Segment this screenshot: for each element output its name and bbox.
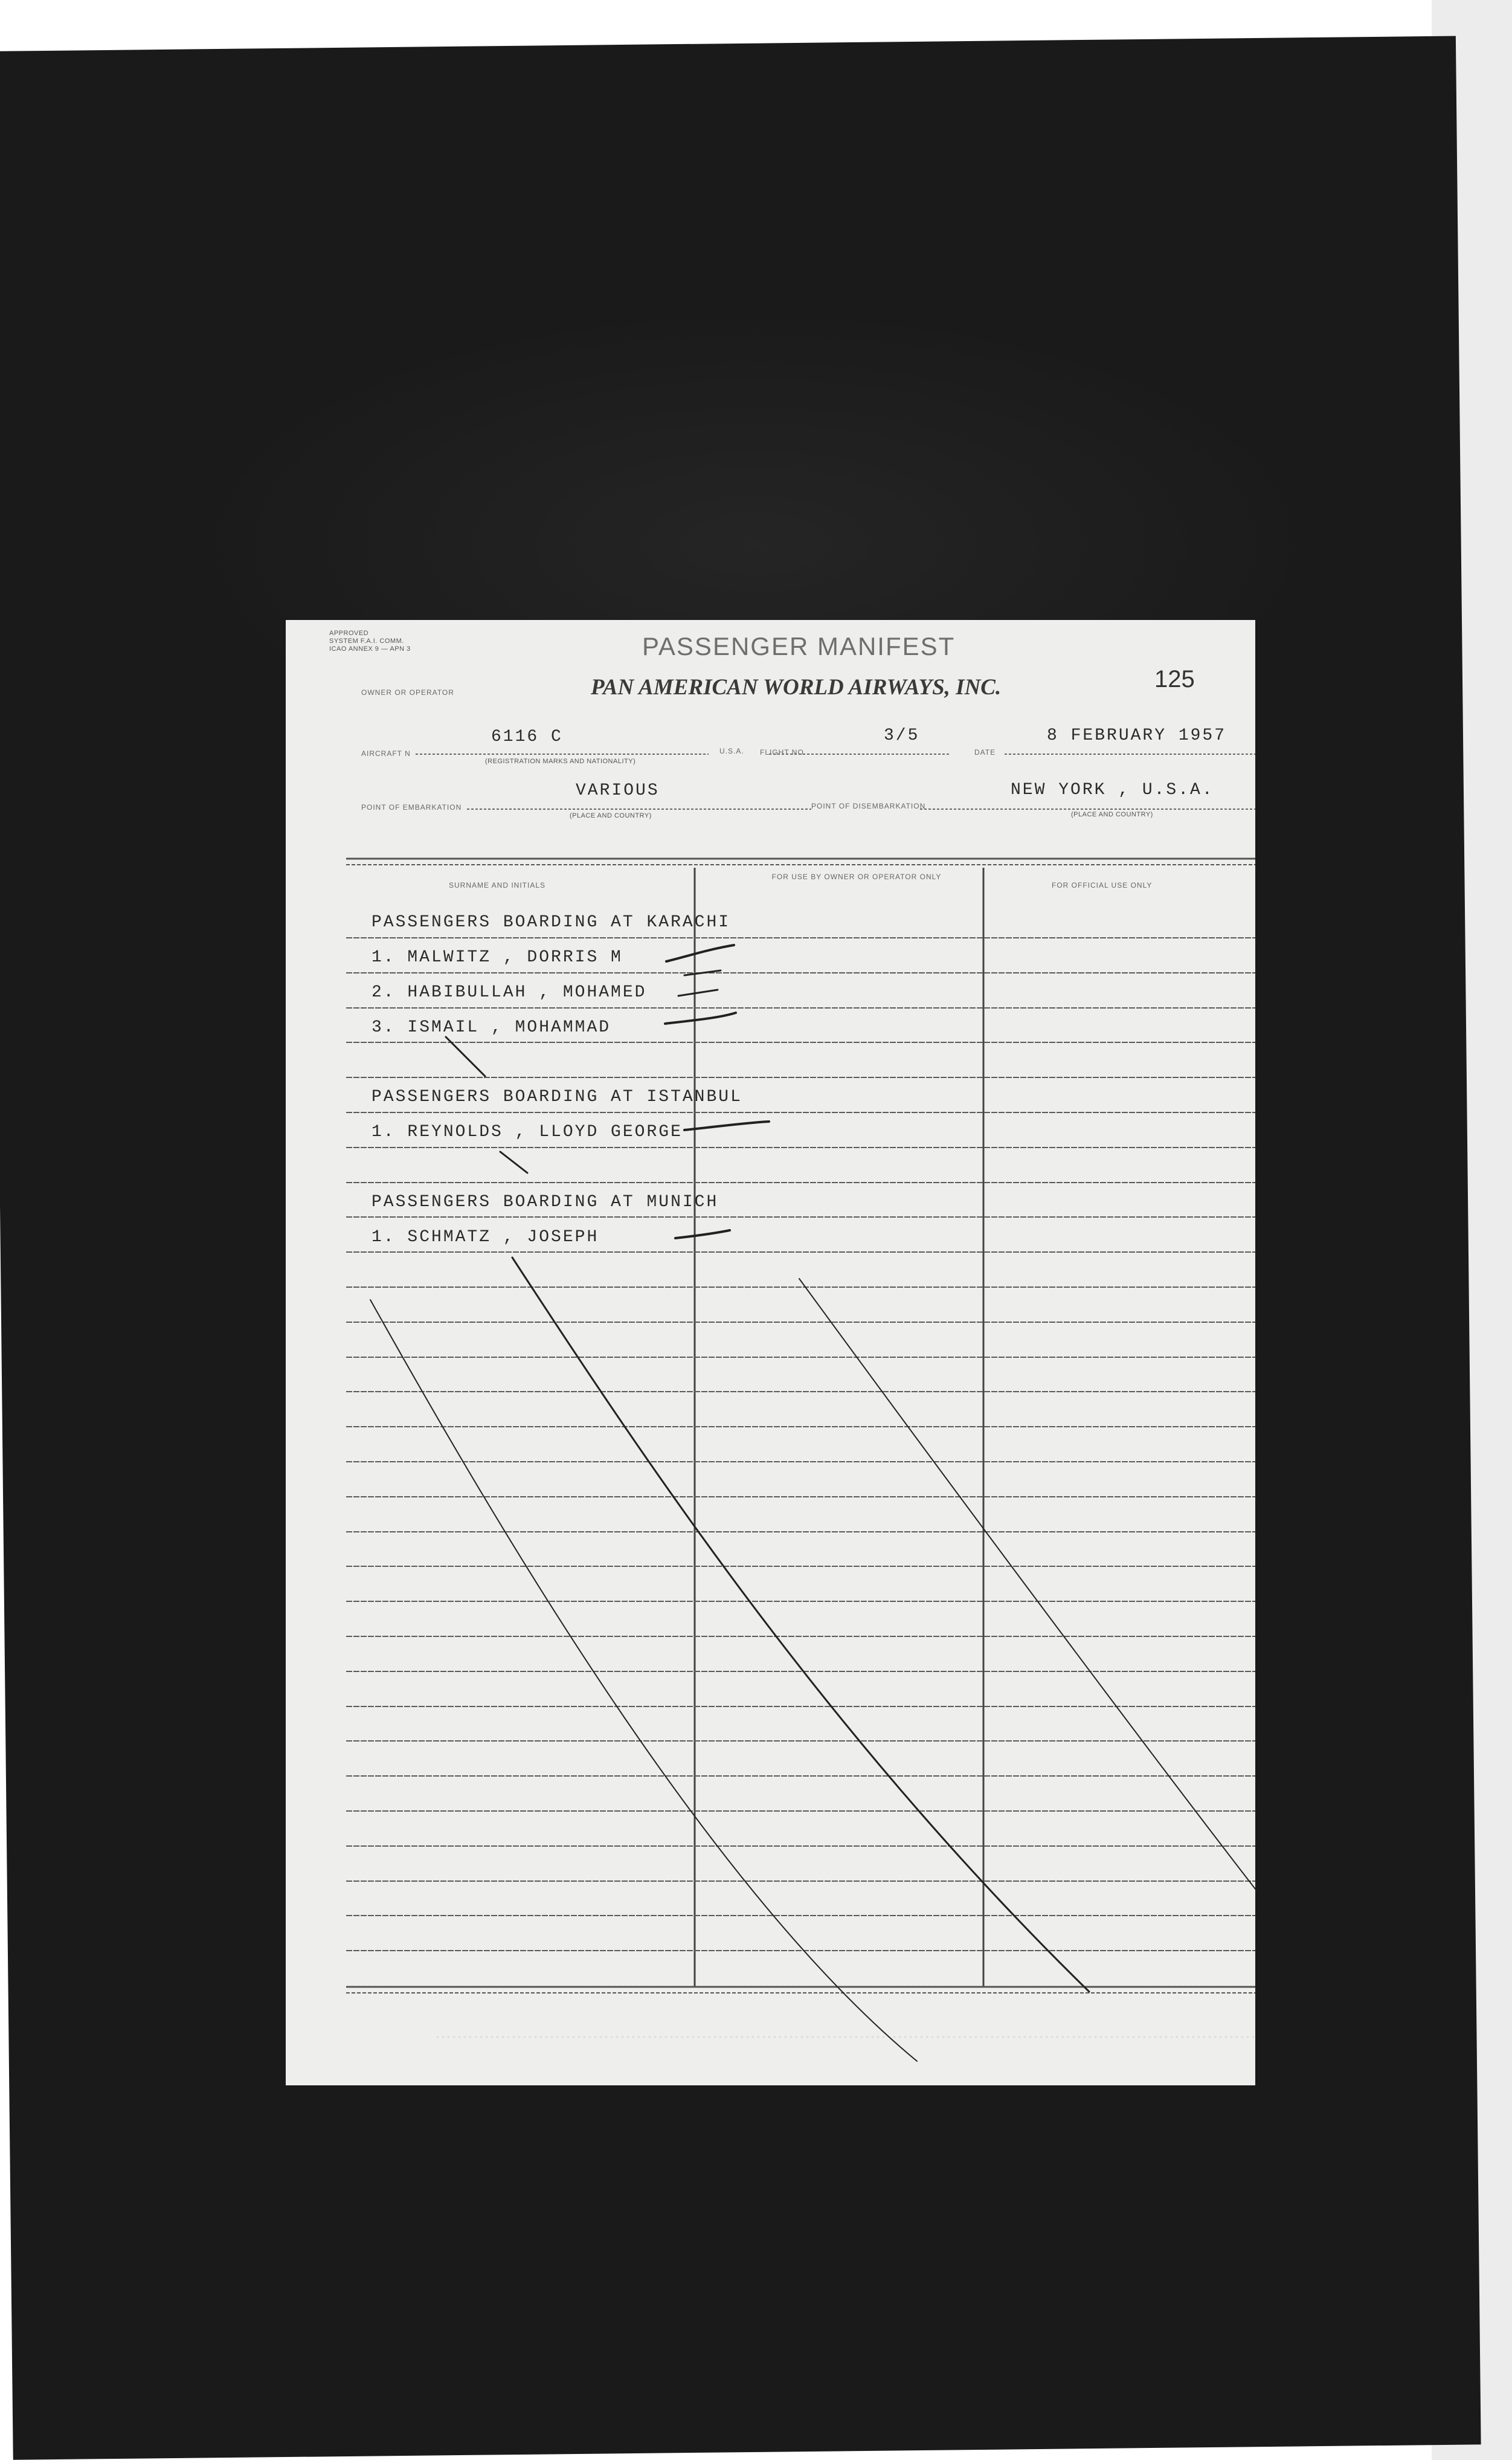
embarkation-value: VARIOUS: [576, 781, 660, 800]
manifest-sheet: [286, 620, 1255, 2085]
form-title: PASSENGER MANIFEST: [642, 632, 956, 660]
place-caption: (PLACE AND COUNTRY): [570, 812, 652, 819]
column-header-name: SURNAME AND INITIALS: [449, 881, 546, 889]
registration-caption: (REGISTRATION MARKS AND NATIONALITY): [485, 758, 636, 765]
section-heading-istanbul: PASSENGERS BOARDING AT ISTANBUL: [372, 1088, 742, 1106]
check-mark: [684, 1122, 769, 1130]
strike-diagonal: [370, 1300, 917, 2061]
section-heading-karachi: PASSENGERS BOARDING AT KARACHI: [372, 913, 731, 932]
approval-line-2: SYSTEM F.A.I. COMM.: [329, 638, 404, 645]
date-value: 8 FEBRUARY 1957: [1047, 726, 1227, 745]
passenger-row: 1. SCHMATZ , JOSEPH: [372, 1228, 599, 1247]
flight-value: 3/5: [884, 726, 920, 745]
aircraft-value: 6116 C: [491, 728, 563, 746]
form-ruling: [286, 620, 1255, 2085]
column-header-official: FOR OFFICIAL USE ONLY: [1052, 881, 1153, 889]
aircraft-label: AIRCRAFT N: [361, 749, 411, 758]
passenger-row: 3. ISMAIL , MOHAMMAD: [372, 1018, 611, 1037]
owner-label: OWNER OR OPERATOR: [361, 688, 454, 697]
check-mark: [666, 945, 734, 961]
strike-diagonal: [799, 1279, 1255, 1889]
nationality: U.S.A.: [719, 747, 744, 755]
disembarkation-value: NEW YORK , U.S.A.: [1011, 781, 1214, 799]
approval-line-1: APPROVED: [329, 630, 369, 637]
passenger-row: 1. MALWITZ , DORRIS M: [372, 948, 623, 967]
place-caption-2: (PLACE AND COUNTRY): [1071, 811, 1153, 818]
passenger-row: 2. HABIBULLAH , MOHAMED: [372, 983, 647, 1002]
page-number: 125: [1154, 666, 1195, 692]
embarkation-label: POINT OF EMBARKATION: [361, 803, 462, 812]
section-heading-munich: PASSENGERS BOARDING AT MUNICH: [372, 1193, 719, 1212]
airline-name: PAN AMERICAN WORLD AIRWAYS, INC.: [591, 675, 1002, 700]
pen-stroke: [500, 1152, 527, 1173]
date-label: DATE: [974, 748, 996, 757]
check-mark: [675, 1230, 730, 1238]
disembarkation-label: POINT OF DISEMBARKATION: [811, 802, 926, 810]
approval-line-3: ICAO ANNEX 9 — APN 3: [329, 645, 411, 653]
column-header-owner: FOR USE BY OWNER OR OPERATOR ONLY: [771, 873, 942, 881]
check-mark: [665, 1013, 736, 1024]
passenger-row: 1. REYNOLDS , LLOYD GEORGE: [372, 1123, 683, 1141]
check-mark: [678, 990, 718, 996]
flight-label: FLIGHT NO.: [760, 748, 807, 757]
